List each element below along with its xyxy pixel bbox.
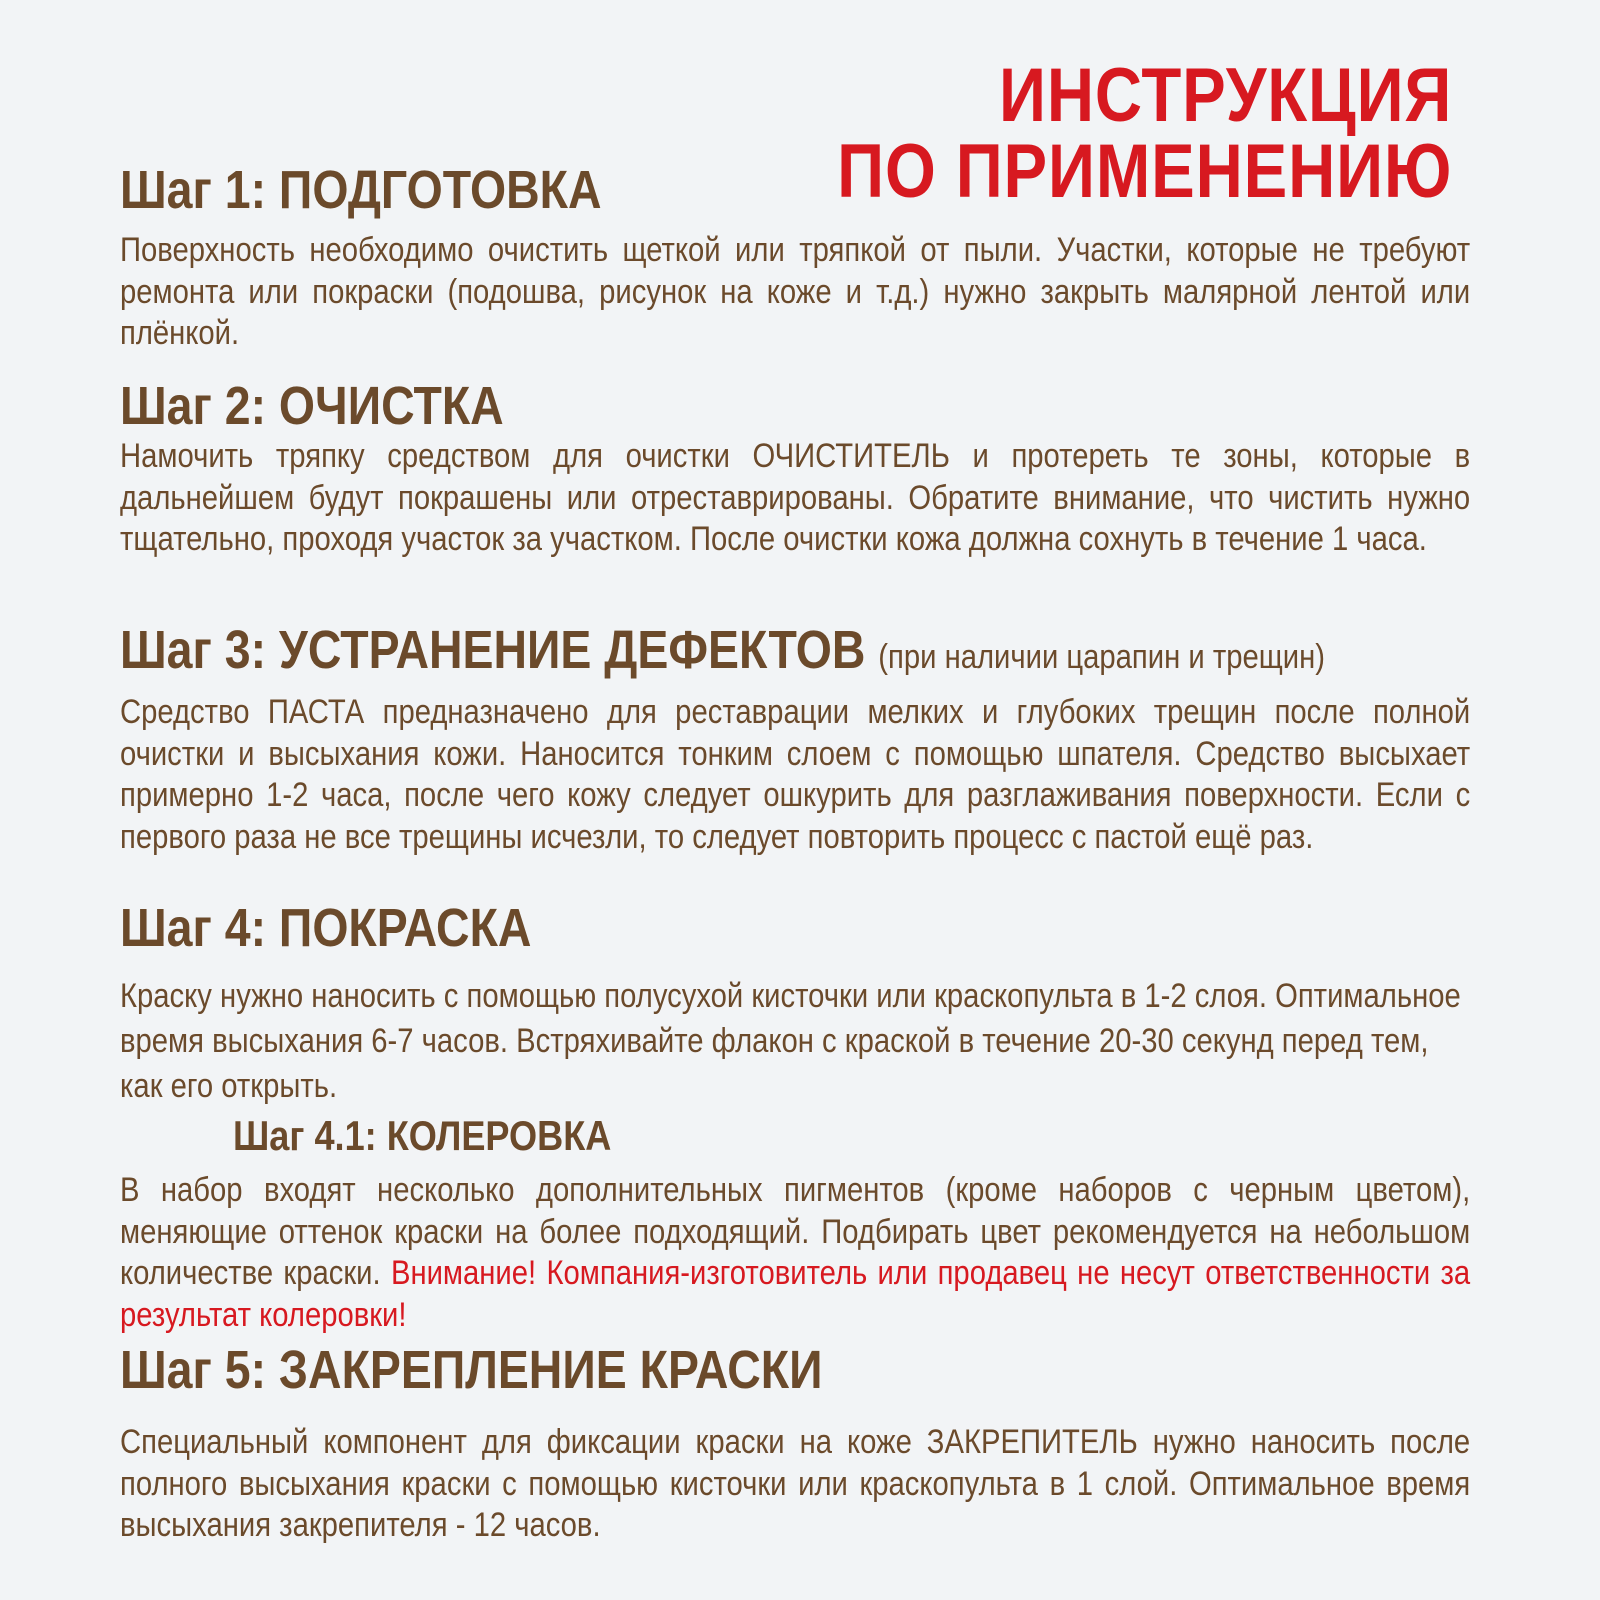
step-2-heading: Шаг 2: ОЧИСТКА bbox=[120, 376, 504, 436]
step-3-heading-note: (при наличии царапин и трещин) bbox=[878, 638, 1326, 676]
title-line-2: ПО ПРИМЕНЕНИЮ bbox=[836, 129, 1452, 214]
step-1-heading: Шаг 1: ПОДГОТОВКА bbox=[120, 160, 602, 220]
step-3-text: Средство ПАСТА предназначено для реставрации мелких и глубоких трещин после полной очистки и высыхания кожи. Наносится тонким слоем с помощью шпателя. Средство высыхает примерно 1-2 часа, после чего кожу следует ошкурить для разглаживания поверхности. Если с первого раза не все трещины исчезли, то следует повторить процесс с пастой ещё раз. bbox=[120, 693, 1471, 856]
step-3-heading bbox=[120, 620, 1325, 687]
step-3-heading-title: Шаг 3: УСТРАНЕНИЕ ДЕФЕКТОВ bbox=[120, 620, 866, 680]
step-4-1-text bbox=[120, 1170, 1470, 1336]
step-4-text: Краску нужно наносить с помощью полусухой кисточки или краскопульта в 1-2 слоя. Оптимальное время высыхания 6-7 часов. Встряхивайте флакон с краской в течение 20-30 секунд перед тем, как его открыть. bbox=[120, 977, 1461, 1105]
step-1-text: Поверхность необходимо очистить щеткой или тряпкой от пыли. Участки, которые не требуют ремонта или покраски (подошва, рисунок на коже и т.д.) нужно закрыть малярной лентой или плёнкой. bbox=[120, 231, 1471, 352]
step-4-1-heading: Шаг 4.1: КОЛЕРОВКА bbox=[233, 1112, 612, 1159]
page-title bbox=[836, 53, 1452, 214]
step-4-1-warning: Внимание! Компания-изготовитель или продавец не несут ответственности за результат колеровки! bbox=[120, 1254, 1471, 1334]
step-4-heading: Шаг 4: ПОКРАСКА bbox=[120, 898, 532, 958]
title-line-1: ИНСТРУКЦИЯ bbox=[998, 53, 1452, 138]
step-2-text: Намочить тряпку средством для очистки ОЧИСТИТЕЛЬ и протереть те зоны, которые в дальнейшем будут покрашены или отреставрированы. Обратите внимание, что чистить нужно тщательно, проходя участок за участком. После очистки кожа должна сохнуть в течение 1 часа. bbox=[120, 437, 1471, 558]
step-5-text: Специальный компонент для фиксации краски на коже ЗАКРЕПИТЕЛЬ нужно наносить после полного высыхания краски с помощью кисточки или краскопульта в 1 слой. Оптимальное время высыхания закрепителя - 12 часов. bbox=[120, 1423, 1471, 1544]
step-5-heading: Шаг 5: ЗАКРЕПЛЕНИЕ КРАСКИ bbox=[120, 1340, 823, 1400]
step-4-1-body: В набор входят несколько дополнительных пигментов (кроме наборов с черным цветом), меняющие оттенок краски на более подходящий. Подбирать цвет рекомендуется на небольшом количестве краски. bbox=[120, 1171, 1471, 1292]
